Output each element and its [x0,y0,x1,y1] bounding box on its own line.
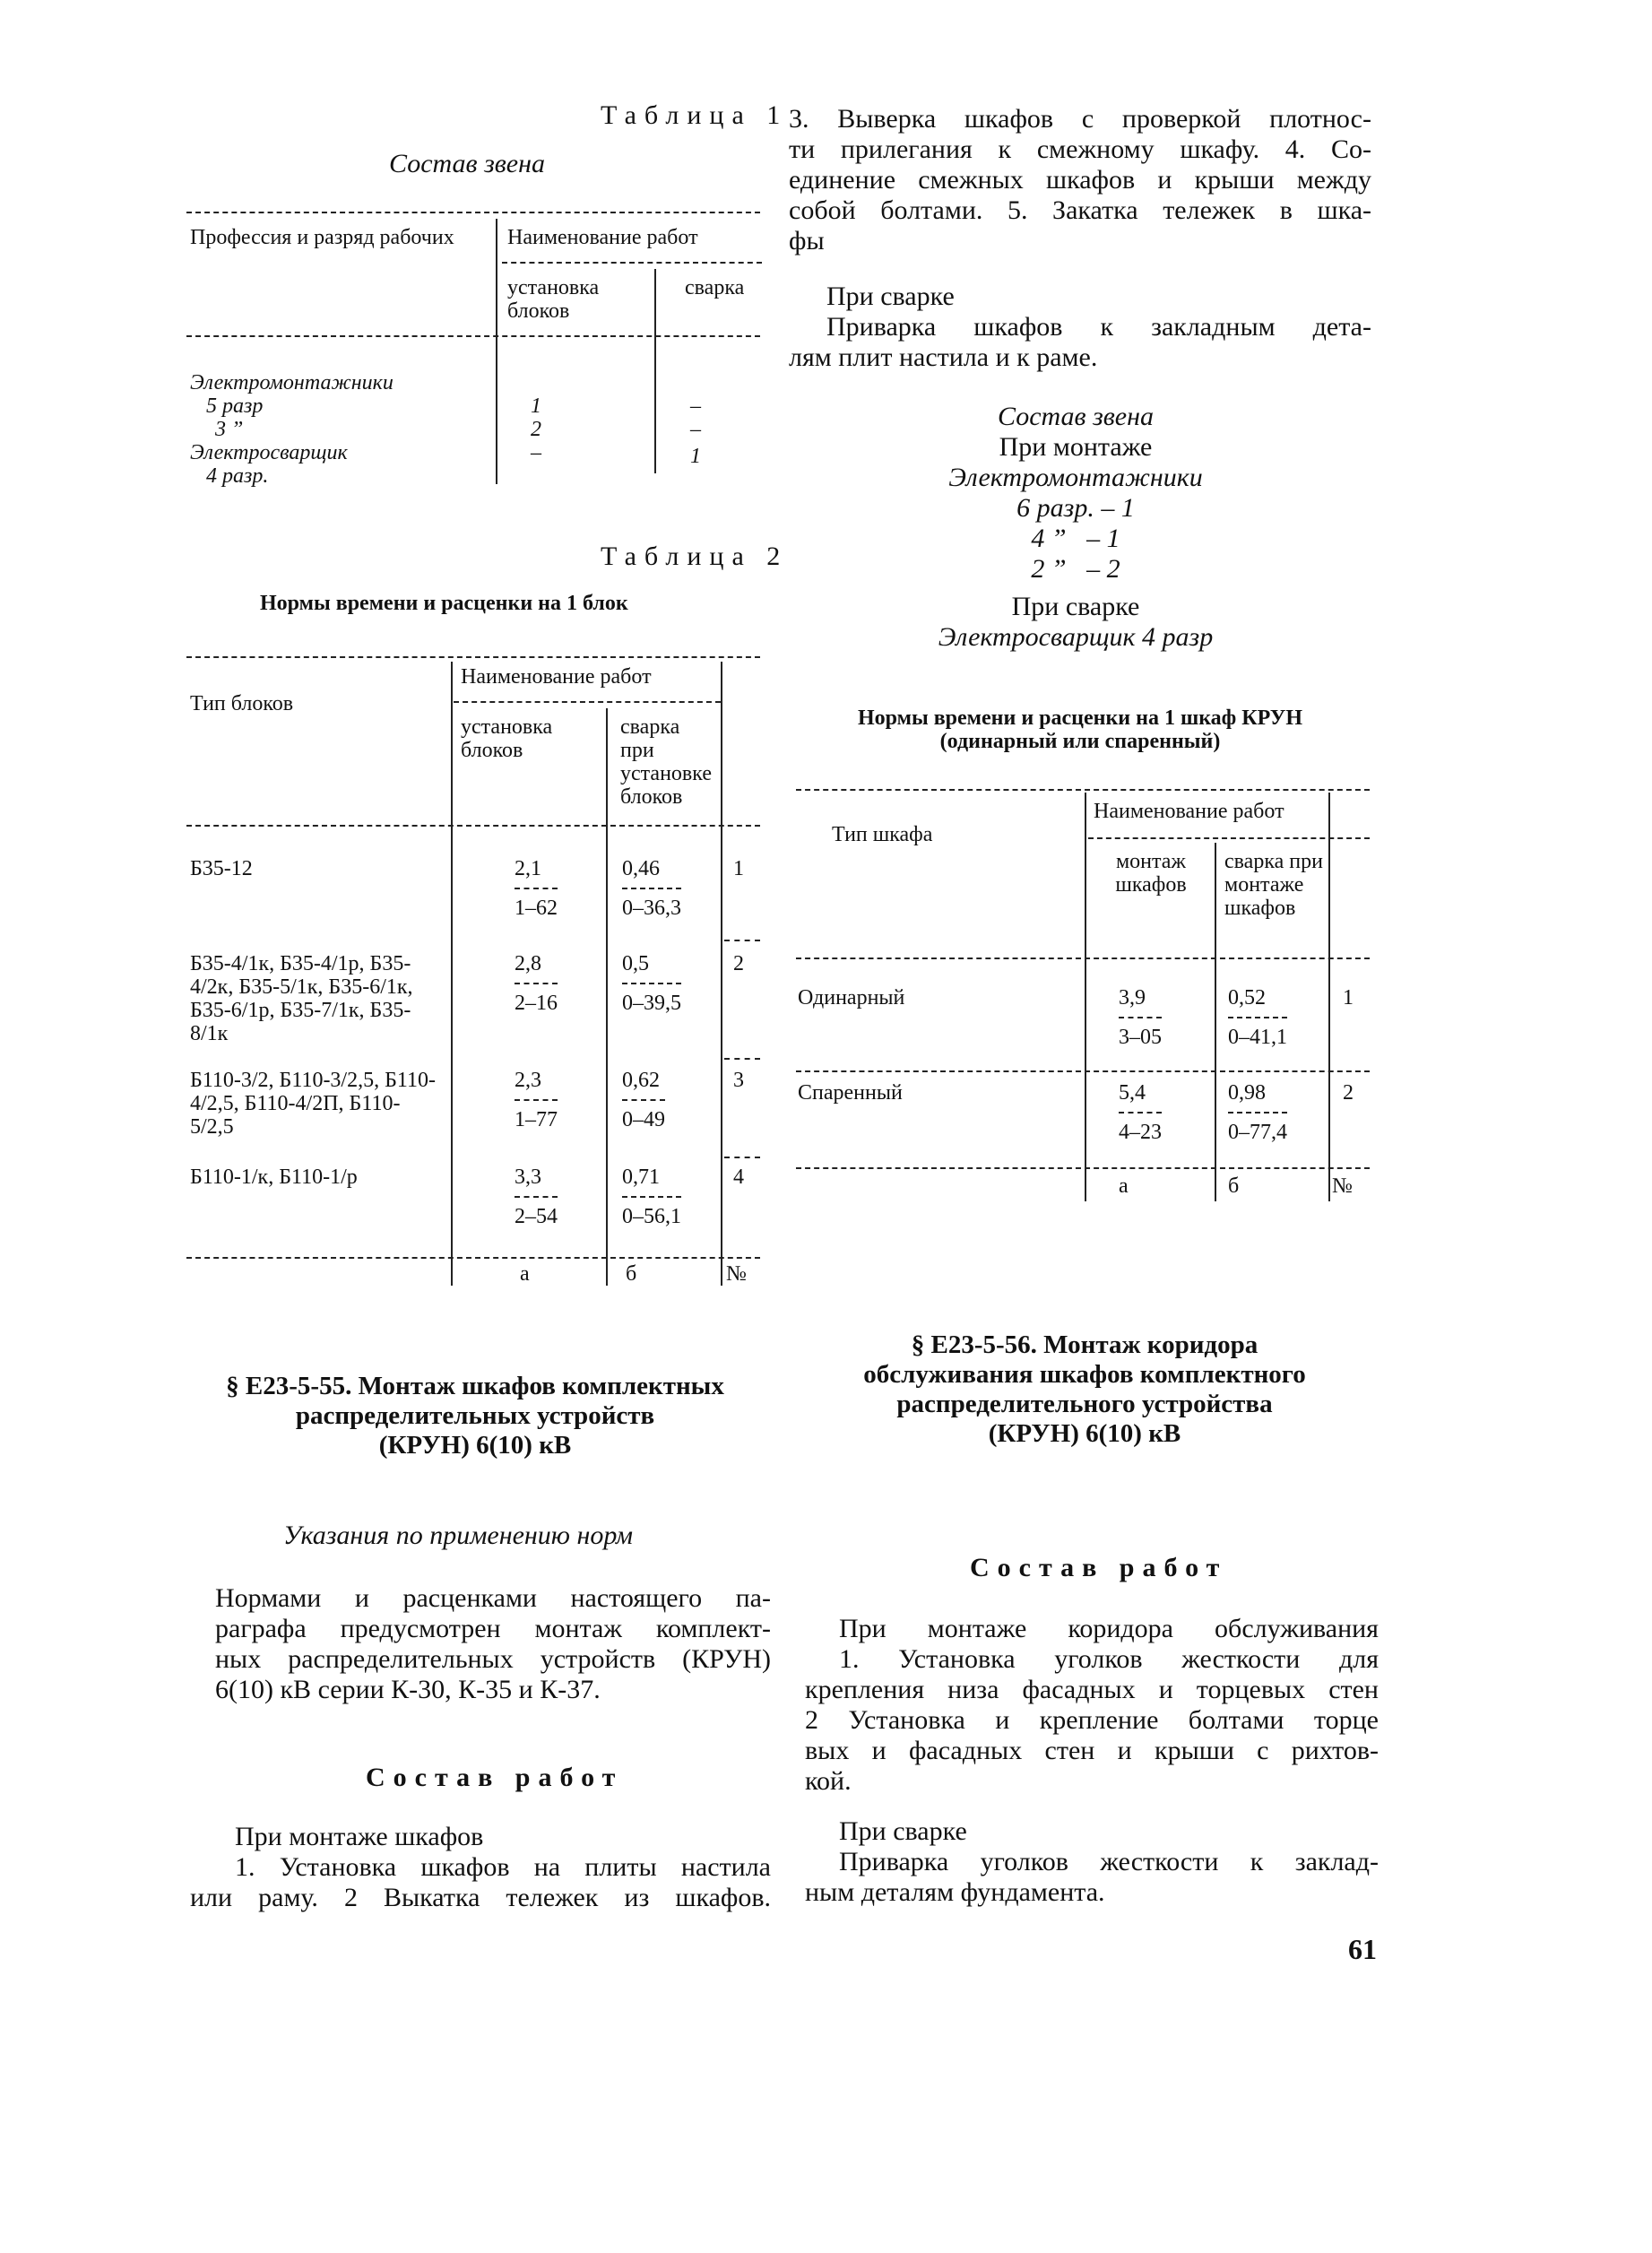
table1-col-install: установка блоков [507,276,600,323]
table2-row-type: Б35-4/1к, Б35-4/1р, Б35-4/2к, Б35-5/1к, Б35-6/1к, Б35-6/1р, Б35-7/1к, Б35-8/1к [190,952,413,1045]
table3-row-type: Спаренный [798,1081,903,1105]
table2-row-num: 1 [733,857,744,880]
table1-row-install: – [531,441,541,464]
table2-num-divider [721,662,722,1286]
table2-sub-rule [454,701,721,703]
table1-row-welding: – [690,394,701,418]
table1-row-name: 5 разр [206,394,264,418]
section55-work-title: Состав работ [366,1763,624,1792]
table3-row-welding: $\frac{0,98}{0-77,4}$ [1228,1081,1287,1144]
table1-row-name: Электромонтажники [190,371,394,394]
table2-row-type: Б110-3/2, Б110-3/2,5, Б110-4/2,5, Б110-4/2П, Б110-5/2,5 [190,1069,436,1139]
table1-top-rule [186,212,760,213]
table2-subcol-divider [606,708,608,1286]
table2-row-install: $\frac{2,8}{2-16}$ [515,952,558,1015]
table1-col-welding: сварка [685,276,745,299]
table3-col-welding: сварка при монтаже шкафов [1224,850,1323,920]
section56-welding-text: Приварка уголков жесткости к заклад- ным деталям фундамента. [805,1847,1379,1907]
table2-footer-a: а [520,1262,530,1286]
table3-footer-a: а [1119,1174,1129,1198]
table3-header-rule [796,958,1370,959]
section55-title: § Е23-5-55. Монтаж шкафов комплектных распределительных устройств (КРУН) 6(10) кВ [226,1372,724,1460]
table2-footer-num: № [726,1262,747,1286]
page-number: 61 [1348,1933,1377,1965]
table2-col-install: установка блоков [461,715,553,762]
section55-work-text: При монтаже шкафов 1. Установка шкафов на плиты настила или раму. 2 Выкатка тележек из шкафов. [190,1822,771,1912]
table3-col-install: монтаж шкафов [1115,850,1187,897]
table2-row-num: 3 [733,1069,744,1092]
section56-title: § Е23-5-56. Монтаж коридора обслуживания шкафов комплектного распределительного устройства (КРУН) 6(10) кВ [863,1330,1306,1448]
table1-col-work: Наименование работ [507,226,698,249]
table3-row-install: $\frac{3,9}{3-05}$ [1119,986,1162,1049]
table2-row-rule [724,940,760,941]
table2-row-rule [724,1058,760,1060]
table3-row-welding: $\frac{0,52}{0-41,1}$ [1228,986,1287,1049]
table3-sub-rule [1088,837,1370,839]
table3-row-rule [796,1070,1370,1072]
table1-col-profession: Профессия и разряд рабочих [190,226,454,249]
table1-row-welding: – [690,418,701,441]
table3-col-work: Наименование работ [1094,800,1284,823]
table3-col-type: Тип шкафа [832,823,933,846]
table2-label: Таблица 2 [601,542,789,571]
table1-label: Таблица 1 [601,100,789,130]
table2-row-welding: $\frac{0,5}{0-39,5}$ [622,952,681,1015]
table2-row-install: $\frac{2,1}{1-62}$ [515,857,558,920]
table3-footer-num: № [1332,1174,1353,1198]
crew-block: Состав звена При монтаже Электромонтажники 6 разр. – 1 4 ” – 1 2 ” – 2 При сварке Электросварщик 4 разр [938,402,1214,652]
table3-num-divider [1328,793,1330,1201]
table2-top-rule [186,656,760,658]
section56-work-text: При монтаже коридора обслуживания 1. Установка уголков жесткости для крепления низа фасадных и торцевых стен 2 Установка и крепление болтами торце вых и фасадных стен и крыши с рихтов- кой. [805,1614,1379,1796]
table2-row-install: $\frac{3,3}{2-54}$ [515,1165,558,1228]
table3-row-install: $\frac{5,4}{4-23}$ [1119,1081,1162,1144]
table3-title: Нормы времени и расценки на 1 шкаф КРУН (одинарный или спаренный) [857,706,1303,753]
table3-row-type: Одинарный [798,986,905,1010]
table1-row-install: 2 [531,418,541,441]
table2-col-welding: сварка при установке блоков [620,715,712,809]
table2-row-welding: $\frac{0,62}{0-49}$ [622,1069,665,1131]
section55-instructions-text: Нормами и расценками настоящего па- раграфа предусмотрен монтаж комплект- ных распределительных устройств (КРУН) 6(10) кВ серии К-30, К-35 и К-37. [215,1583,771,1704]
table2-title: Нормы времени и расценки на 1 блок [260,592,628,615]
table2-col-work: Наименование работ [461,665,652,689]
table2-row-num: 2 [733,952,744,975]
table1-title: Состав звена [389,149,546,178]
table1-sub-rule [502,262,762,264]
table1-row-name: Электросварщик [190,441,348,464]
right-intro-text: 3. Выверка шкафов с проверкой плотнос- ти прилегания к смежному шкафу. 4. Со- единение смежных шкафов и крыши между собой болтами. 5. Закатка тележек в шка- фы [789,104,1371,256]
right-welding-head: При сварке [826,282,955,311]
table2-row-install: $\frac{2,3}{1-77}$ [515,1069,558,1131]
table3-footer-b: б [1228,1174,1240,1198]
section55-instructions-title: Указания по применению норм [283,1521,633,1550]
table2-row-rule [724,1157,760,1158]
table2-row-welding: $\frac{0,71}{0-56,1}$ [622,1165,681,1228]
table1-row-welding: 1 [690,445,701,468]
table1-col-divider [496,219,497,484]
section56-welding-head: При сварке [839,1816,967,1846]
table2-row-type: Б35-12 [190,857,253,880]
table2-col-divider [451,662,453,1286]
table2-row-welding: $\frac{0,46}{0-36,3}$ [622,857,681,920]
table3-row-num: 2 [1343,1081,1354,1105]
table1-row-name: 4 разр. [206,464,269,488]
table2-col-type: Тип блоков [190,692,294,715]
table2-header-rule [186,825,760,827]
table2-footer-b: б [626,1262,637,1286]
table3-col-divider [1085,793,1086,1201]
table1-subcol-divider [654,269,656,473]
table2-bottom-rule [186,1257,760,1259]
section56-work-title: Состав работ [970,1553,1228,1582]
table2-row-type: Б110-1/к, Б110-1/р [190,1165,358,1189]
table1-row-install: 1 [531,394,541,418]
table2-row-num: 4 [733,1165,744,1189]
table3-bottom-rule [796,1167,1370,1169]
table3-subcol-divider [1215,843,1216,1201]
table3-top-rule [796,789,1370,791]
right-welding-text: Приварка шкафов к закладным дета- лям плит настила и к раме. [789,312,1371,372]
table1-row-name: 3 ” [215,418,244,441]
table3-row-num: 1 [1343,986,1354,1010]
table1-header-rule [186,335,760,337]
